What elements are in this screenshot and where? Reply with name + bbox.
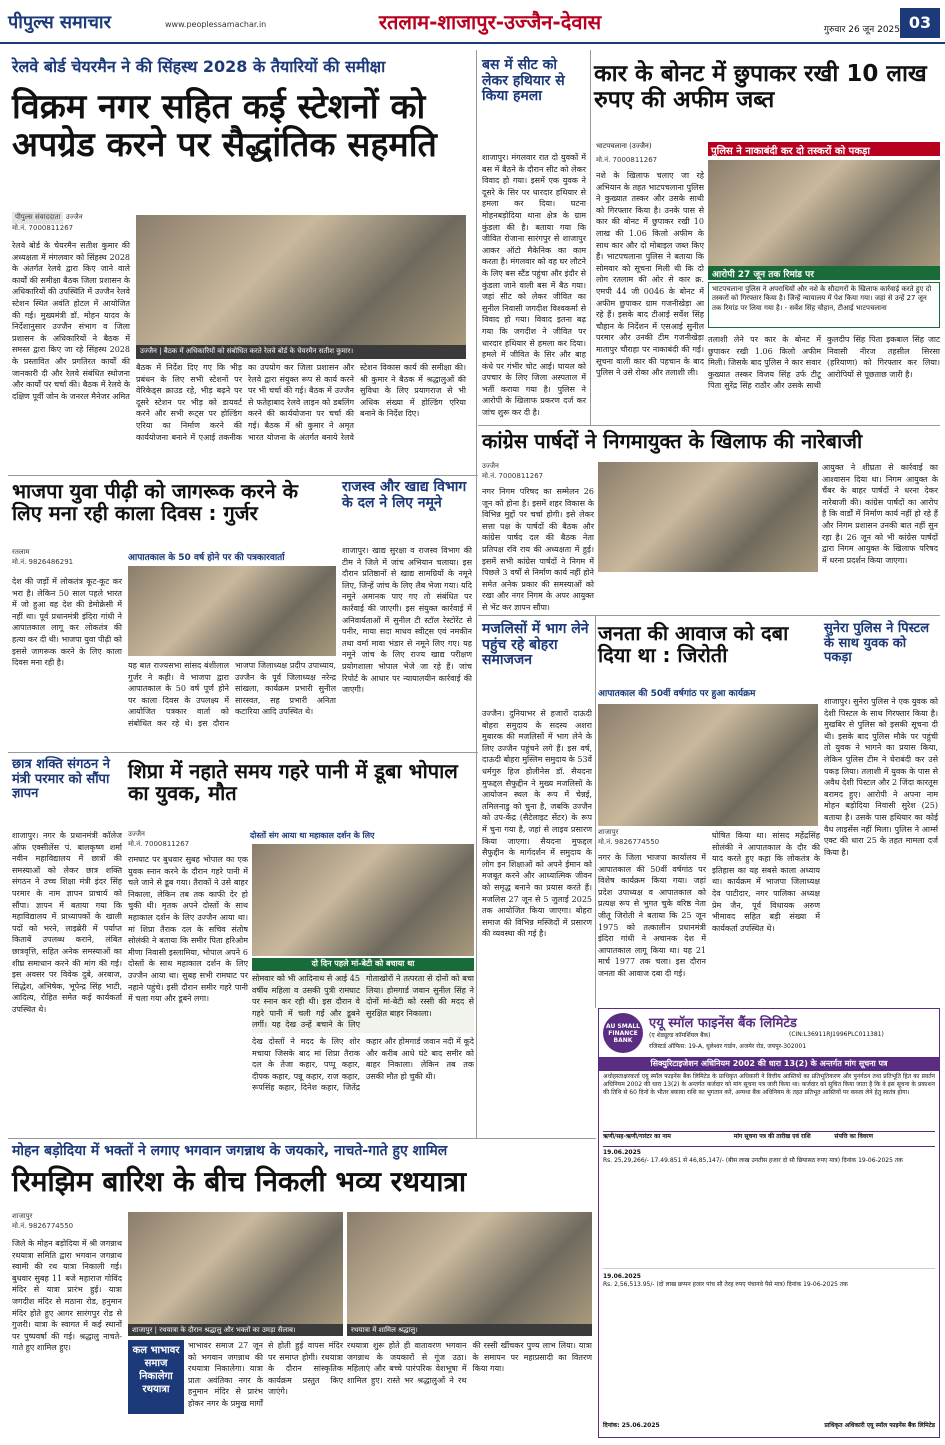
bank-cin: (CIN:L36911RJ1996PLC011381): [789, 1031, 884, 1038]
story5-byline: [12, 548, 122, 572]
bank-address: रजिस्टर्ड ऑफिस: 19-A, धुलेश्वर गार्डन, अजमेर रोड, जयपुर-302001: [649, 1043, 807, 1050]
row-date: 19.06.2025: [603, 1149, 641, 1156]
divider: [8, 475, 478, 476]
divider: [8, 752, 478, 753]
byline-mobile: मो.नं. 9826774550: [12, 1221, 74, 1230]
story10-subhead: आपातकाल की 50वीं वर्षगांठ पर हुआ कार्यक्रम: [598, 689, 756, 699]
story12-side-box: कल भाभावर समाज निकालेगा रथयात्रा: [128, 1340, 184, 1414]
issue-date: गुरुवार 26 जून 2025: [823, 25, 900, 35]
story12-caption2: रथयात्रा में शामिल श्रद्धालु।: [347, 1324, 592, 1336]
story3-quote: [708, 282, 940, 328]
story12-photo2: [347, 1212, 592, 1324]
byline-reporter: पीपुल्स संवाददाता: [12, 212, 63, 224]
story2-body: शाजापुर। मंगलवार रात दो युवकों में बस में बैठने के दौरान सीट को लेकर विवाद हो गया। इसमें एक युवक ने दूसरे के सिर पर धारदार हथियार से हमला कर दिया। घटना मोहनबड़ोदिया थाना क्षेत्र के ग्राम कुंडला की है। बताया गया कि जीवित रोजाना सारंगपुर से शाजापुर आकर ऑटो मैकेनिक का काम करता है। मंगलवार को वह घर लौटने के लिए बस स्टैंड पहुंचा और इंदौर से कुंडला जाने वाली बस में बैठ गया। जहां सीट को लेकर जीवित का सुनील निवासी जगदीश विश्वकर्मा से विवाद हो गया। विवाद इतना बढ़ गया कि जगदीश ने जीवित पर धारदार हथियार से हमला कर दिया। हमले में जीवित के सिर और बाह कंधे पर गंभीर चोट आई। घायल को उपचार के लिए जिला अस्पताल में भर्ती कराया गया है। पुलिस ने आरोपी के खिलाफ प्रकरण दर्ज कर जांच शुरू कर दी है।: [482, 153, 586, 418]
story4-byline: [482, 462, 592, 484]
story5-photo: [128, 566, 336, 656]
story10-byline: [598, 828, 708, 850]
bank-sub: (ए शेड्यूल्ड कॉमर्शियल बैंक): [649, 1032, 711, 1039]
col-header: संपत्ति का विवरण: [834, 1133, 873, 1140]
story4-photo: [598, 462, 818, 572]
row-amount: Rs. 25,29,266/- 17.49.851 से 46,85,147/- (बीस लाख उनतीस हजार दो सौ छियासठ रुपए मात्र) दिनांक 19-06-2025 तक: [603, 1156, 903, 1164]
story3-place: भाटपचलाना (उज्जैन): [596, 142, 652, 150]
page-number: 03: [900, 8, 940, 38]
story1-byline: [12, 212, 132, 238]
story12-byline: [12, 1212, 122, 1236]
story8-photo-caption: दो दिन पहले मां-बेटी को बचाया था: [252, 958, 474, 971]
story8-body: रामघाट पर बुधवार सुबह भोपाल का एक युवक स्नान करने के दौरान गहरे पानी में चले जाने से डूब गया। तैराकों ने उसे बाहर निकाला, लेकिन तब तक काफी देर हो चुकी थी। मृतक अपने दोस्तों के साथ महाकाल दर्शन के लिए उज्जैन आया था। मां शिप्रा तैराक दल के सचिव संतोष सोलंकी ने बताया कि समीर पिता हरिओम मीणा निवासी इस्लामिया, भोपाल अपने 6 दोस्तों के साथ महाकाल दर्शन के लिए उज्जैन आया था। सुबह सभी रामघाट पर नहाने पहुंचे। इसी दौरान समीर गहरे पानी में चला गया और डूबने लगा।: [128, 855, 248, 1004]
story8-byline: [128, 830, 248, 852]
row-date: 19.06.2025: [603, 1273, 641, 1280]
story7-body: शाजापुर। नगर के प्रधानमंत्री कॉलेज ऑफ एक्सीलेंस पं. बालकृष्ण शर्मा नवीन महाविद्यालय में छात्रों की समस्याओं को लेकर छात्र शक्ति संगठन ने उच्च शिक्षा मंत्री इंदर सिंह परमार के नाम ज्ञापन प्राचार्य को सौंपा। ज्ञापन में बताया गया कि महाविद्यालय में प्राध्यापकों के खाली पदों को भरने, लाइब्रेरी में पर्याप्त किताबें उपलब्ध कराने, लंबित छात्रवृत्ति, सहित अनेक समस्याओं का शीघ्र समाधान करने की मांग की गई। इस अवसर पर विवेक दुबे, अरबाज, सिद्धेश, अभिषेक, भूपेन्द्र सिंह भाटी, आदित्य, रोहित समेत कई कार्यकर्ता उपस्थित थे।: [12, 831, 122, 1014]
story1-caption: उज्जैन | बैठक में अधिकारियों को संबोधित करते रेलवे बोर्ड के चेयरमैन सतीश कुमार।: [136, 345, 466, 359]
story1-kicker: रेलवे बोर्ड चेयरमैन ने की सिंहस्थ 2028 के तैयारियों की समीक्षा: [12, 57, 386, 76]
byline-place: उज्जैन: [65, 213, 83, 221]
story1-body2: बैठक में निर्देश दिए गए कि भीड़ प्रबंधन के लिए सभी स्टेशनों पर वेरिकेड्स क्राउड रहे, भीड़ बढ़ने पर दूसरे स्टेशन पर भीड़ को डायवर्ट करने और सभी रूट्स पर होल्डिंग एरिया का निर्माण करने की कार्ययोजना बनाने में एआई तकनीक का उपयोग कर जिला प्रशासन और रेलवे द्वारा संयुक्त रूप से कार्य करने पर भी चर्चा की गई। बैठक में उज्जैन से फतेहाबाद रेलवे लाइन को डबलिंग करने की कार्ययोजना पर चर्चा की गई। बैठक में श्री कुमार ने अमृत भारत योजना के अंतर्गत बनाये रेलवे स्टेशन विकास कार्य की समीक्षा की। श्री कुमार ने बैठक में श्रद्धालुओं की सुविधा के लिए प्रयागराज से भी अधिक संख्या में होल्डिंग एरिया बनाने के निर्देश दिए।: [136, 363, 466, 442]
notice-text: अधोहस्ताक्षरकर्ता एयू स्मॉल फाइनेंस बैंक लिमिटेड के प्राधिकृत अधिकारी ने वित्तीय आस्तियों का प्रतिभूतिकरण और पुनर्गठन तथा प्रतिभूति हित का प्रवर्तन अधिनियम 2002 की धारा 13(2) के अन्तर्गत कर्जदार को मांग सूचना पत्र जारी किया था। कर्जदार को सूचित किया जाता है कि वे इस सूचना के प्रकाशन की तिथि से 60 दिनों के भीतर बकाया राशि का भुगतान करें, अन्यथा बैंक अधिनियम के तहत प्रतिभूत आस्तियों पर कब्जा लेने हेतु स्वतंत्र होगा।: [603, 1073, 935, 1097]
story4-body2: आयुक्त ने शीघ्रता से कार्रवाई का आश्वासन दिया था। निगम आयुक्त के चैंबर के बाहर पार्षदों ने धरना देकर नारेबाजी की। कांग्रेस पार्षदों का आरोप है कि वार्डों में निर्माण कार्य नहीं हो रहे हैं और निगम प्रशासन उनकी बात नहीं सुन रहा है। 26 जून को भी कांग्रेस पार्षदों द्वारा निगम आयुक्त के खिलाफ परिषद में धरना प्रदर्शन किया जाएगा।: [822, 463, 938, 565]
story5-headline: भाजपा युवा पीढ़ी को जागरूक करने के लिए मना रही काला दिवस : गुर्जर: [12, 479, 298, 526]
story10-body: नगर के जिला भाजपा कार्यालय में आपातकाल की 50वीं वर्षगांठ पर विशेष कार्यक्रम किया गया। जहां प्रदेश उपाध्यक्ष व आपातकाल को प्रत्यक्ष रूप से भुगत चुके वरिष्ठ नेता जीतू जिरोती ने बताया कि 25 जून 1975 को तत्कालीन प्रधानमंत्री इंदिरा गांधी ने अचानक देश में आपातकाल लागू किया था। यह 21 मार्च 1977 तक चला। इस दौरान जनता की आवाज दबा दी गई।: [598, 853, 706, 978]
story4-body: नगर निगम परिषद का सम्मेलन 26 जून को होना है। इसमें शहर विकास के विभिन्न मुद्दों पर चर्चा होगी। इसे लेकर सत्ता पक्ष के पार्षदों की बैठक और कांग्रेस पार्षद दल की बैठक नेता प्रतिपक्ष रवि राय की अध्यक्षता में हुई। इसमें सभी कांग्रेस पार्षदों ने निगम में पिछले 3 वर्षों से निर्माण कार्य नहीं होने समेत अनेक प्रकार की समस्याओं को रखा और नगर निगम के अपर आयुक्त से भेंट कर ज्ञापन सौंपा।: [482, 487, 594, 612]
story12-photo1: [128, 1212, 343, 1324]
story3-mobile: मो.नं. 7000811267: [596, 156, 658, 164]
story8-headline: शिप्रा में नहाते समय गहरे पानी में डूबा भोपाल का युवक, मौत: [128, 759, 458, 806]
story12-headline: रिमझिम बारिश के बीच निकली भव्य रथयात्रा: [12, 1165, 467, 1198]
quote-text: भाटपचलाना पुलिस ने अपराधियों और नशे के सौदागरों के खिलाफ कार्रवाई करते हुए दो तस्करों को गिरफ्तार किया है। जिन्हें न्यायालय में पेश किया गया। जहां से उन्हें 27 जून तक रिमांड पर लिया गया है।: [712, 285, 932, 312]
column-rule: [476, 50, 477, 1138]
story12-caption1: शाजापुर | रथयात्रा के दौरान श्रद्धालु और भक्तों का उमड़ा सैलाब।: [128, 1324, 343, 1336]
story1-body: रेलवे बोर्ड के चेयरमैन सतीश कुमार की अध्यक्षता में मंगलवार को सिंहस्थ 2028 के अंतर्गत रेलवे द्वारा किए जाने वाले कार्यों की समीक्षा बैठक जिला प्रशासन के अधिकारियों की उपस्थिति में उज्जैन रेलवे स्टेशन स्थित अवंति होटल में आयोजित की गई। मुख्यमंत्री डॉ. मोहन यादव के निर्देशानुसार उज्जैन संभाग व जिला प्रशासन के अधिकारियों ने बैठक में समस्त द्वारा किए जा रहे सिंहस्थ 2028 के प्रस्तावित और प्रगतिरत कार्यों की जानकारी दी और रेलवे संबंधित स्थोजना और कार्यों पर चर्चा की। बैठक में रेलवे के दक्षिण पूर्वी जोन के जनरल मैनेजर अमित: [12, 241, 130, 401]
story7-headline: छात्र शक्ति संगठन ने मंत्री परमार को सौंपा ज्ञापन: [12, 757, 110, 802]
story2-headline: बस में सीट को लेकर हथियार से किया हमला: [482, 57, 565, 105]
story8-subhead: दोस्तों संग आया था महाकाल दर्शन के लिए: [250, 831, 375, 840]
story8-box: सोमवार को भी आदिनाथ से आई 45 वर्षीय महिला व उसकी पुत्री रामघाट पर स्नान कर रही थी। इस दौरान वे गहरे पानी में चली गईं और डूबने लगीं। यह देख उन्हें बचाने के लिए गोताखोरों ने तत्परता से दोनों को बचा लिया। होमगार्ड जवान सुनील सिंह ने दोनों मां-बेटी को रस्सी की मदद से सुरक्षित बाहर निकाला।: [252, 973, 474, 1033]
story9-headline: मजलिसों में भाग लेने पहुंच रहे बोहरा समाजजन: [482, 621, 589, 669]
story3-headline: कार के बोनट में छुपाकर रखी 10 लाख रुपए की अफीम जब्त: [594, 61, 927, 113]
story12-body2: भाभावर समाज 27 जून को भगवान जगन्नाथ की रथयात्रा निकालेगा। यात्रा प्रातः अवंतिका नगर के हनुमान मंदिर से प्रारंभ होकर नगर के प्रमुख मार्गों से होती हुई वापस मंदिर पर समाप्त होगी। रथयात्रा के दौरान सांस्कृतिक कार्यक्रम प्रस्तुत किए जाएंगे।: [188, 1341, 343, 1408]
byline-mobile: मो.नं. 7000811267: [12, 223, 74, 232]
story9-body: उज्जैन। दुनियाभर से हजारों दाऊदी बोहरा समुदाय के सदस्य अशरा मुबारक की मजलिसों में भाग लेने के लिए उज्जैन पहुंचने लगे हैं। इस वर्ष, दाऊदी बोहरा मुस्लिम समुदाय के 53वें धर्मगुरु हिज होलीनेस डॉ. सैयदना मुफद्दल सैफुद्दीन ने मुख्य मजलिसों के आयोजन स्थल के रूप में चेन्नई, तमिलनाडु को चुना है, जबकि उज्जैन को उप-केंद्र (सैटेलाइट सेंटर) के रूप में चुना गया है, जहां से लाइव प्रसारण किया जाएगा। सैयदना मुफद्दल सैफुद्दीन के मार्गदर्शन में समुदाय के लोग इन शिक्षाओं को अपने ईमान को मजबूत करने और आध्यात्मिक जीवन को समृद्ध बनाने का प्रयास करते हैं। मजलिस 27 जून से 5 जुलाई 2025 तक आयोजित किया जाएगा। बोहरा समाज की विभिन्न मस्जिदों में प्रसारण की व्यवस्था की गई है।: [482, 709, 592, 939]
divider: [478, 425, 940, 426]
story6-headline: राजस्व और खाद्य विभाग के दल ने लिए नमूने: [342, 479, 467, 511]
story5-body2: यह बात राज्यसभा सांसद बंशीलाल गुर्जर ने कही। वे भाजपा द्वारा आपातकाल के 50 वर्ष पूर्ण होने पर काला दिवस के उपलक्ष्य में आयोजित पत्रकार वार्ता को संबोधित कर रहे थे। इस दौरान भाजपा जिलाध्यक्ष प्रदीप उपाध्याय, उज्जैन के पूर्व जिलाध्यक्ष नरेन्द्र सांखला, कार्यक्रम प्रभारी सुनील सारस्वत, सह प्रभारी अनिता कटारिया आदि उपस्थित थे।: [128, 661, 336, 728]
row-amount: Rs. 2,56,513.95/- (दो लाख छप्पन हजार पांच सौ तेरह रुपए पंचानवे पैसे मात्र) दिनांक 19-06-2025 तक: [603, 1280, 848, 1288]
story6-body: शाजापुर। खाद्य सुरक्षा व राजस्व विभाग की टीम ने जिले में जांच अभियान चलाया। इस दौरान प्रतिष्ठानों से खाद्य सामग्रियों के नमूने लिए, जिन्हें जांच के लिए लैब भेजा गया। यदि नमूने अमानक पाए गए तो संबंधित पर कार्रवाई की जाएगी। इस संयुक्त कार्रवाई में अनिवार्यताओं में सुनील टी स्टॉल रेस्टोरेंट से पनीर, माया सदा माधव स्वीट्स एवं नमकीन तथा वर्मा मावा भंडार से नमूने लिए गए। यह नमूने जांच के लिए राज्य खाद्य परीक्षण प्रयोगशाला भोपाल भेजे जा रहे हैं। जांच रिपोर्ट के आधार पर न्यायालयीन कार्रवाई की जाएगी।: [342, 546, 472, 695]
notice-place: दिनांक: 25.06.2025: [603, 1422, 660, 1429]
edition-title: रतलाम-शाजापुर-उज्जैन-देवास: [378, 10, 602, 34]
byline-mobile: मो.नं. 7000811267: [128, 839, 190, 848]
bank-name: एयू स्मॉल फाइनेंस बैंक लिमिटेड: [649, 1016, 797, 1031]
story3-subhead: पुलिस ने नाकाबंदी कर दो तस्करों को पकड़ा: [708, 142, 940, 156]
story3-body2: तलाशी लेने पर कार के बोनट में छुपाकर रखी 1.06 किलो अफीम मिली। जिसके बाद पुलिस ने कार सवार कुख्यात तस्कर विजय सिंह उर्फ टीटू पिता सुरेंद्र सिंह राठौर और उसके साथी कुलदीप सिंह पिता इकबाल सिंह जाट निवासी नीरज तहसील सिरसा (हरियाणा) को गिरफ्तार कर लिया। आरोपियों से पूछताछ जारी है।: [708, 335, 940, 391]
quote-author: - सर्वेश सिंह चौहान, टीआई भाटपचलाना: [784, 303, 887, 312]
story8-body2: देख दोस्तों ने मदद के लिए शोर मचाया जिसके बाद मां शिप्रा तैराक दल के तेजा कहार, पप्पू कहार, दीपक कहार, पन्नू कहार, राज कहार, रूपसिंह कहार, दिनेश कहार, जितेंद्र कहार और होमगार्ड जवान नदी में कूदे और करीब आधे घंटे बाद समीर को बाहर निकाला। लेकिन तब तक उसकी मौत हो चुकी थी।: [252, 1037, 474, 1093]
notice-row: [603, 1273, 935, 1413]
story12-body3: रथयात्रा शुरू होते ही वातावरण भगवान जगन्नाथ के जयकारों से गूंज उठा। महिलाएं और बच्चे पारंपरिक वेशभूषा में शामिल हुए। रास्ते भर श्रद्धालुओं ने रथ की रस्सी खींचकर पुण्य लाभ लिया। यात्रा के समापन पर महाप्रसादी का वितरण किया गया।: [347, 1341, 592, 1385]
story12-kicker: मोहन बड़ोदिया में भक्तों ने लगाए भगवान जगन्नाथ के जयकारे, नाचते-गाते हुए शामिल: [12, 1143, 448, 1159]
bank-notice: [598, 1008, 940, 1438]
logo: पीपुल्स समाचार: [8, 12, 111, 33]
website: www.peoplessamachar.in: [165, 20, 267, 29]
byline-mobile: मो.नं. 9826774550: [598, 837, 660, 846]
story10-body2: घोषित किया था। सांसद महेंद्रसिंह सोलंकी ने आपातकाल के दौर की याद करते हुए कहा कि लोकतंत्र के इतिहास का यह सबसे काला अध्याय था। कार्यक्रम में भाजपा जिलाध्यक्ष देव पाटीदार, नगर पालिका अध्यक्ष प्रेम जैन, पूर्व विधायक अरुण भीमावद सहित बड़ी संख्या में कार्यकर्ता उपस्थित थे।: [712, 831, 820, 933]
byline-place: उज्जैन: [128, 830, 145, 838]
byline-mobile: मो.नं. 7000811267: [482, 471, 544, 480]
divider: [8, 1138, 596, 1139]
story3-remand: आरोपी 27 जून तक रिमांड पर: [708, 266, 940, 280]
story11-headline: सुनेरा पुलिस ने पिस्टल के साथ युवक को पकड़ा: [824, 621, 930, 666]
au-logo: AU SMALL FINANCE BANK: [603, 1013, 643, 1053]
col-header: ऋणी/सह-ऋणी/गारंटर का नाम: [603, 1133, 671, 1140]
story1-headline: विक्रम नगर सहित कई स्टेशनों को अपग्रेड करने पर सैद्धांतिक सहमति: [12, 87, 437, 166]
notice-table-header: [603, 1131, 935, 1147]
column-rule: [595, 615, 596, 1008]
col-header: मांग सूचना पत्र की तारीख एवं राशि: [733, 1133, 811, 1140]
notice-title: सिक्युरिटाइजेशन अधिनियम 2002 की धारा 13(2) के अन्तर्गत मांग सूचना पत्र: [599, 1057, 939, 1071]
story10-photo: [598, 704, 818, 826]
byline-place: रतलाम: [12, 548, 30, 556]
byline-place: शाजापुर: [598, 828, 619, 836]
story3-body: नशे के खिलाफ चलाए जा रहे अभियान के तहत भाटपचलाना पुलिस ने कुख्यात तस्कर और उसके साथी को गिरफ्तार किया है। उनके पास से कार की बोनट में छुपाकर रखी 10 लाख की 1.06 किलो अफीम के साथ कार और दो मोबाइल जब्त किए हैं। भाटपचलाना पुलिस ने बताया कि सोमवार को सूचना मिली थी कि दो लोग रतलाम की ओर से कार क्र. एमपी 44 जी 0046 के बोनट में अफीम छुपाकर ग्राम गजनीखेड़ा आ रहे हैं। इसके बाद टीआई सर्वेश सिंह चौहान के निर्देशन में एसआई सुनील परमार और उनकी टीम गजनीखेड़ा मातापुर चौराहा पर नाकाबंदी की गई। सूचना वाली कार की पहचान के बाद पुलिस ने उसे रोका और तलाशी ली।: [596, 171, 704, 378]
divider: [478, 615, 940, 616]
masthead: [0, 0, 945, 44]
story8-photo: [252, 844, 474, 956]
story11-body: शाजापुर। सुनेरा पुलिस ने एक युवक को देशी पिस्टल के साथ गिरफ्तार किया है। मुखबिर से पुलिस को इसकी सूचना दी थी। इसके बाद पुलिस मौके पर पहुंची तो युवक ने भागने का प्रयास किया, लेकिन पुलिस टीम ने घेराबंदी कर उसे पकड़ लिया। तलाशी में युवक के पास से अवैध देशी पिस्टल और 2 जिंदा कारतूस बरामद हुए। आरोपी ने अपना नाम मोहन बड़ोदिया निवासी सुरेश (25) बताया है। उसके पास हथियार का कोई वैध लाइसेंस नहीं मिला। पुलिस ने आर्म्स एक्ट की धारा 25 के तहत मामला दर्ज किया है।: [824, 697, 939, 857]
column-rule: [590, 50, 591, 425]
story5-body: देश की जड़ों में लोकतंत्र कूट-कूट कर भरा है। लेकिन 50 साल पहले भारत में जो हुआ वह देश की डेमोक्रेसी में नहीं था। पूर्व प्रधानमंत्री इंदिरा गांधी ने आपातकाल लागू कर लोकतंत्र की हत्या कर दी थी। भाजपा युवा पीढ़ी को इससे जागरूक करने के लिए काला दिवस मना रही है।: [12, 577, 122, 668]
byline-place: शाजापुर: [12, 1212, 33, 1220]
story4-headline: कांग्रेस पार्षदों ने निगमायुक्त के खिलाफ की नारेबाजी: [482, 429, 863, 453]
story1-photo: [136, 215, 466, 345]
byline-place: उज्जैन: [482, 462, 499, 470]
notice-footer: प्राधिकृत अधिकारी एयू स्मॉल फाइनेंस बैंक लिमिटेड: [824, 1422, 935, 1429]
story10-headline: जनता की आवाज को दबा दिया था : जिरोती: [598, 621, 789, 668]
notice-row: [603, 1149, 935, 1269]
story5-subhead: आपातकाल के 50 वर्ष होने पर की पत्रकारवार्ता: [128, 553, 285, 563]
byline-mobile: मो.नं. 9826486291: [12, 557, 74, 566]
story12-body: जिले के मोहन बड़ोदिया में श्री जगन्नाथ रथयात्रा समिति द्वारा भगवान जगन्नाथ स्वामी की रथ यात्रा निकाली गई। बुधवार सुबह 11 बजे महाराज गोविंद मंदिर से यात्रा प्रारंभ हुई। यात्रा जगदीश मंदिर से मठाना रोड, हनुमान मंदिर होते हुए आगर सारंगपुर रोड से गुजरी। यात्रा के स्वागत में कई स्थानों पर पुष्पवर्षा की गई। श्रद्धालु नाचते-गाते हुए शामिल हुए।: [12, 1239, 122, 1353]
story3-photo: [708, 160, 940, 266]
